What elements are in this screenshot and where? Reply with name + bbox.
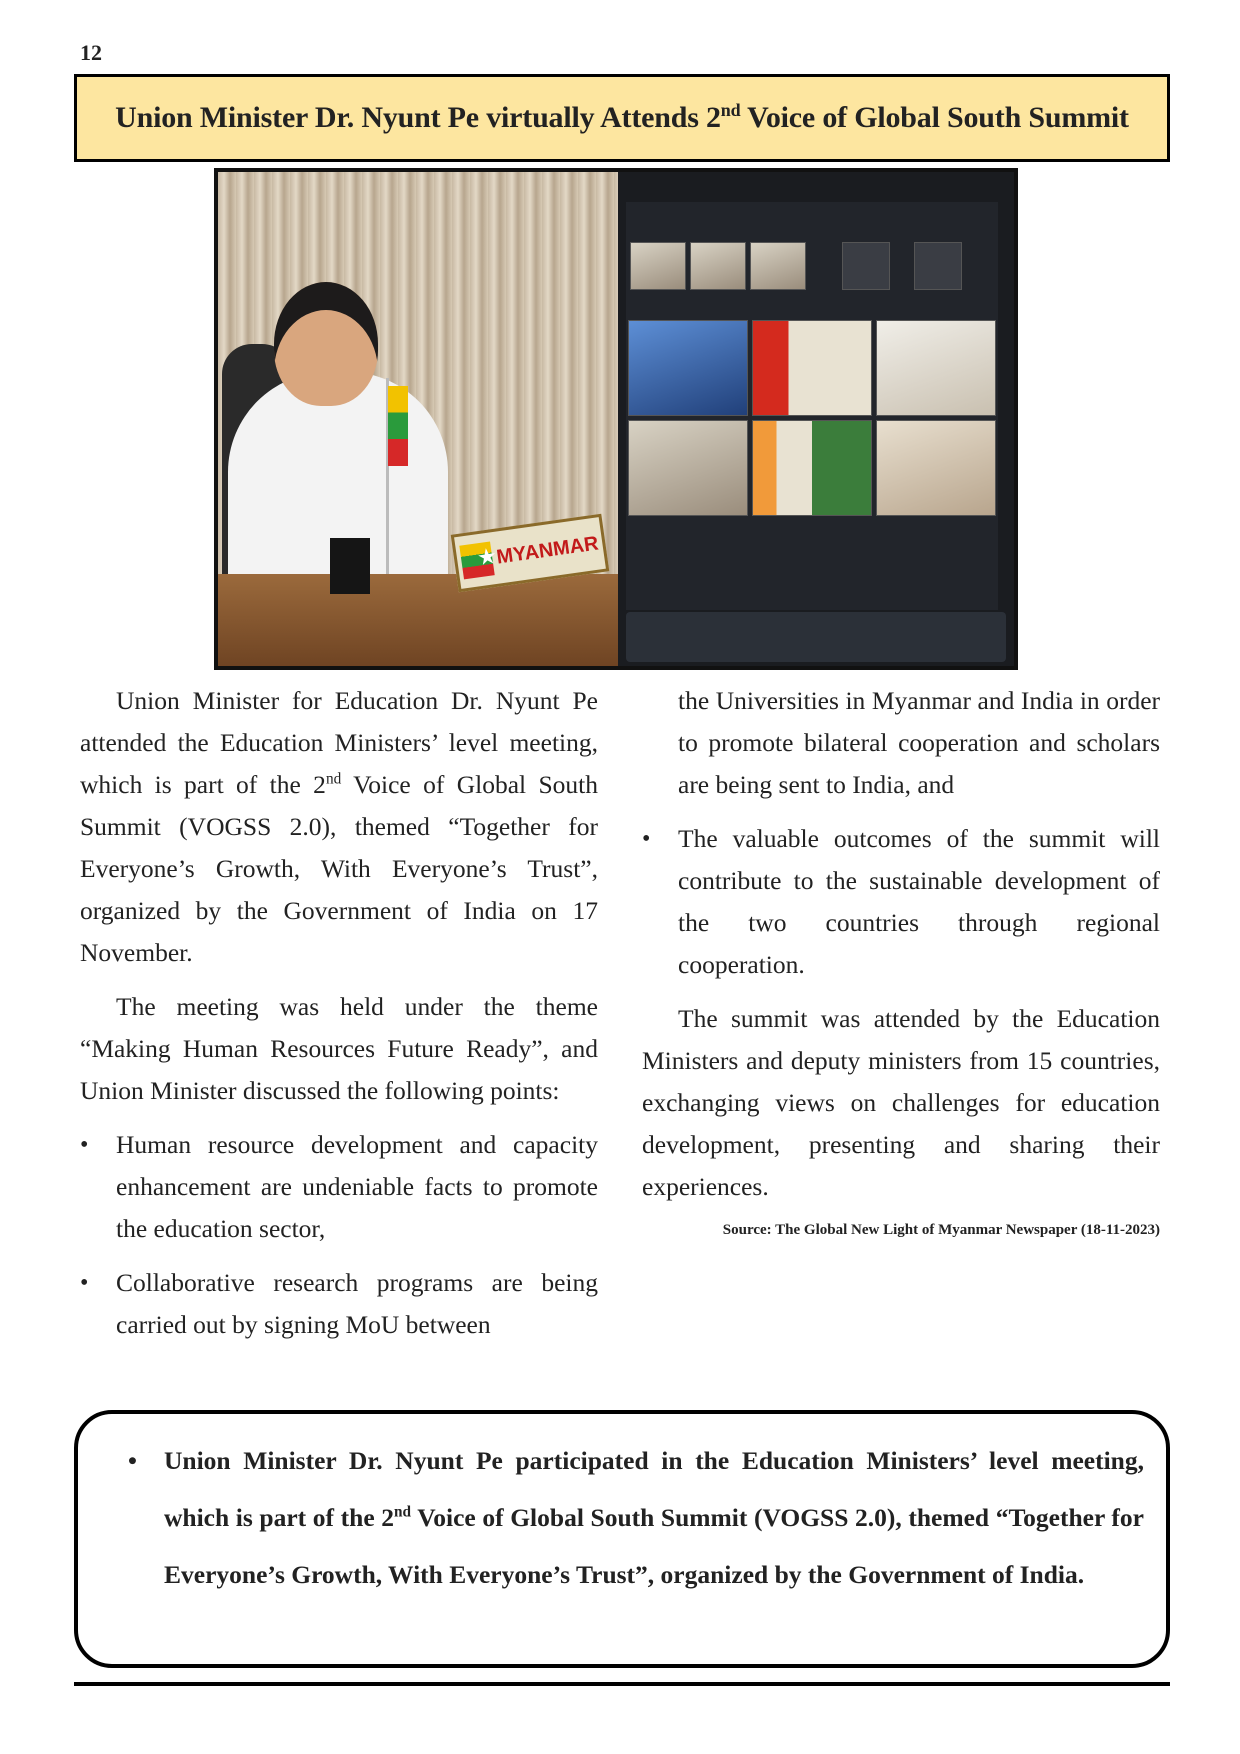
- page-number: 12: [80, 40, 102, 65]
- title-box: [74, 74, 1170, 162]
- bottom-rule: [74, 1682, 1170, 1686]
- participant-tile: [876, 420, 996, 516]
- article-column-right: [642, 680, 1160, 1252]
- participant-tile: [628, 420, 748, 516]
- article-paragraph: The summit was attended by the Education Ministers and deputy ministers from 15 countries, exchanging views on challenges for education development, presenting and sharing their experiences.: [642, 1004, 1160, 1201]
- source-citation: Source: The Global New Light of Myanmar Newspaper (18-11-2023): [722, 1222, 1160, 1238]
- photo-minister-side: [218, 172, 618, 666]
- article-paragraph: [80, 680, 598, 974]
- list-item: • Collaborative research programs are being carried out by signing MoU between: [80, 1262, 598, 1346]
- participant-tile: [752, 420, 872, 516]
- article-paragraph: The meeting was held under the theme “Making Human Resources Future Ready”, and Union Minister discussed the following points:: [80, 992, 598, 1105]
- title-text-part2: Voice of Global South Summit: [740, 101, 1129, 134]
- summary-text: Union Minister Dr. Nyunt Pe participated in the Education Ministers’ level meeting, which is part of the 2: [164, 1446, 1144, 1532]
- page-title: [115, 101, 1129, 135]
- news-photo: [214, 168, 1018, 670]
- participant-tile: [628, 320, 748, 416]
- myanmar-flag-icon: [459, 541, 495, 579]
- list-item: • Human resource development and capacity enhancement are undeniable facts to promote the education sector,: [80, 1124, 598, 1250]
- conference-screen: [626, 202, 998, 610]
- nameplate-text: MYANMAR: [495, 532, 600, 569]
- superscript: nd: [325, 770, 342, 788]
- photo-video-conference-screen: [618, 172, 1014, 666]
- paragraph-text: Voice of Global South Summit (VOGSS 2.0), themed “Together for Everyone’s Growth, With Everyone’s Trust”, organized by the Government of India on 17 November.: [80, 770, 598, 967]
- participant-tile: [630, 242, 686, 290]
- paragraph-text: Union Minister for Education Dr. Nyunt Pe attended the Education Ministers’ level meeting, which is part of the 2: [80, 686, 598, 799]
- title-superscript: nd: [720, 100, 741, 120]
- participant-tile: [876, 320, 996, 416]
- participant-tile: [842, 242, 890, 290]
- participant-tile: [690, 242, 746, 290]
- myanmar-table-flag: [388, 386, 408, 466]
- conference-taskbar: [626, 612, 1006, 662]
- list-item-continuation: the Universities in Myanmar and India in order to promote bilateral cooperation and scholars are being sent to India, and: [678, 686, 1160, 799]
- desk: [218, 574, 618, 666]
- summary-item: [128, 1432, 1144, 1603]
- participant-tile: [914, 242, 962, 290]
- discussion-points-list: [642, 818, 1160, 986]
- title-text-part1: Union Minister Dr. Nyunt Pe virtually Attends 2: [115, 101, 721, 134]
- summary-box: [74, 1410, 1170, 1668]
- list-item: • The valuable outcomes of the summit will contribute to the sustainable development of the two countries through regional cooperation.: [642, 818, 1160, 986]
- participant-tile: [752, 320, 872, 416]
- pen-holder: [330, 538, 370, 594]
- discussion-points-list: [80, 1124, 598, 1346]
- article-column-left: [80, 680, 598, 1358]
- participant-tile: [750, 242, 806, 290]
- minister-head: [274, 282, 378, 406]
- summary-text: Voice of Global South Summit (VOGSS 2.0), themed “Together for Everyone’s Growth, With Everyone’s Trust”, organized by the Government of India.: [164, 1503, 1144, 1589]
- superscript: nd: [394, 1503, 412, 1521]
